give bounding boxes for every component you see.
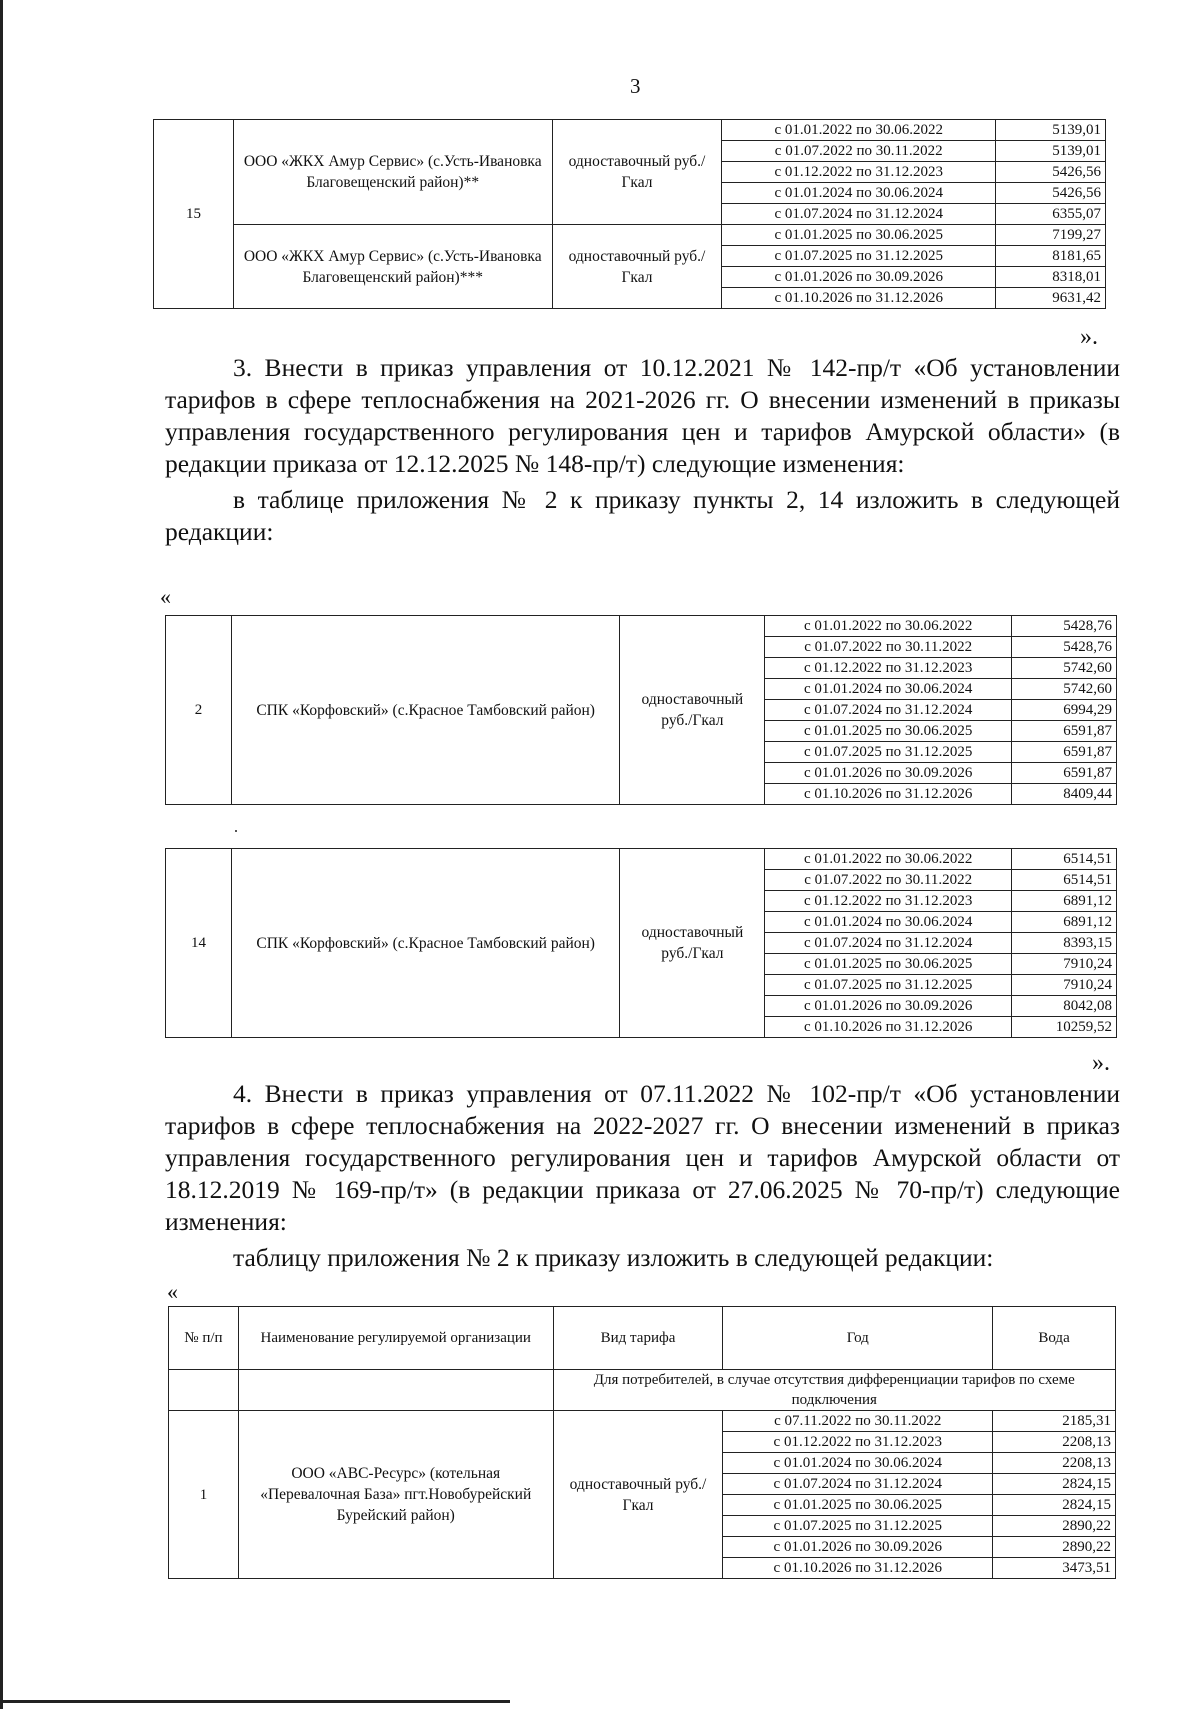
value-cell: 2185,31: [993, 1411, 1116, 1432]
value-cell: 5428,76: [1012, 616, 1117, 637]
value-cell: 6591,87: [1012, 721, 1117, 742]
tariff-table-water: [168, 1306, 1116, 1579]
organization-name: СПК «Корфовский» (с.Красное Тамбовский район): [231, 616, 620, 805]
value-cell: 5426,56: [996, 162, 1106, 183]
value-cell: 5742,60: [1012, 679, 1117, 700]
period-cell: с 01.01.2025 по 30.06.2025: [765, 954, 1012, 975]
header-water: Вода: [993, 1307, 1116, 1370]
period-cell: с 01.01.2026 по 30.09.2026: [765, 996, 1012, 1017]
period-cell: с 01.07.2024 по 31.12.2024: [765, 933, 1012, 954]
value-cell: 6514,51: [1012, 870, 1117, 891]
table-row: [166, 849, 1117, 870]
period-cell: с 01.01.2026 по 30.09.2026: [723, 1537, 993, 1558]
period-cell: с 01.01.2024 по 30.06.2024: [722, 183, 996, 204]
table-row: [154, 225, 1106, 246]
value-cell: 7910,24: [1012, 975, 1117, 996]
table-subheader-row: [169, 1370, 1116, 1411]
value-cell: 6514,51: [1012, 849, 1117, 870]
section-4-instruction: таблицу приложения № 2 к приказу изложить в следующей редакции:: [233, 1243, 994, 1272]
section-3-text: [165, 352, 1120, 548]
period-cell: с 01.01.2025 по 30.06.2025: [723, 1495, 993, 1516]
tariff-kind: одноставочный руб./Гкал: [552, 120, 722, 225]
period-cell: с 01.12.2022 по 31.12.2023: [765, 891, 1012, 912]
row-number: 1: [169, 1411, 239, 1579]
period-cell: с 01.07.2024 по 31.12.2024: [723, 1474, 993, 1495]
page-number: 3: [630, 74, 641, 98]
period-cell: с 01.01.2026 по 30.09.2026: [722, 267, 996, 288]
period-cell: с 01.01.2024 по 30.06.2024: [765, 912, 1012, 933]
value-cell: 5742,60: [1012, 658, 1117, 679]
scan-bottom-edge: [0, 1700, 510, 1703]
section-3-paragraph: 3. Внести в приказ управления от 10.12.2021 № 142-пр/т «Об установлении тарифов в сфере теплоснабжения на 2021-2026 гг. О внесении изменений в приказы управления государственного регулирования цен и тарифов Амурской области» (в редакции приказа от 12.12.2025 № 148-пр/т) следующие изменения:: [165, 353, 1120, 478]
value-cell: 5139,01: [996, 120, 1106, 141]
period-cell: с 01.07.2025 по 31.12.2025: [723, 1516, 993, 1537]
value-cell: 6891,12: [1012, 912, 1117, 933]
tariff-table-item-15: [153, 119, 1106, 309]
closing-quote-1: ».: [1080, 324, 1098, 350]
period-cell: с 01.01.2022 по 30.06.2022: [722, 120, 996, 141]
period-cell: с 01.01.2025 по 30.06.2025: [765, 721, 1012, 742]
value-cell: 2208,13: [993, 1453, 1116, 1474]
section-4-paragraph: 4. Внести в приказ управления от 07.11.2022 № 102-пр/т «Об установлении тарифов в сфере теплоснабжения на 2022-2027 гг. О внесении изменений в приказ управления государственного регулирования цен и тарифов Амурской области от 18.12.2019 № 169-пр/т» (в редакции приказа от 27.06.2025 № 70-пр/т) следующие изменения:: [165, 1079, 1120, 1236]
period-cell: с 01.07.2024 по 31.12.2024: [765, 700, 1012, 721]
value-cell: 2890,22: [993, 1516, 1116, 1537]
period-cell: с 01.10.2026 по 31.12.2026: [723, 1558, 993, 1579]
table-row: [166, 616, 1117, 637]
period-cell: с 01.01.2024 по 30.06.2024: [723, 1453, 993, 1474]
period-cell: с 01.07.2025 по 31.12.2025: [765, 975, 1012, 996]
scan-left-edge: [0, 0, 3, 1709]
table-header-row: [169, 1307, 1116, 1370]
tariff-kind: одноставочный руб./Гкал: [553, 1411, 723, 1579]
value-cell: 10259,52: [1012, 1017, 1117, 1038]
table-row: [169, 1411, 1116, 1432]
period-cell: с 01.01.2022 по 30.06.2022: [765, 849, 1012, 870]
value-cell: 5428,76: [1012, 637, 1117, 658]
value-cell: 7199,27: [996, 225, 1106, 246]
organization-name: СПК «Корфовский» (с.Красное Тамбовский район): [231, 849, 620, 1038]
value-cell: 5139,01: [996, 141, 1106, 162]
period-cell: с 01.12.2022 по 31.12.2023: [722, 162, 996, 183]
section-3-instruction: в таблице приложения № 2 к приказу пункты 2, 14 изложить в следующей редакции:: [165, 485, 1120, 546]
tariff-kind: одноставочный руб./Гкал: [620, 616, 765, 805]
organization-name: ООО «ЖКХ Амур Сервис» (с.Усть-Ивановка Благовещенский район)**: [233, 120, 552, 225]
period-cell: с 01.12.2022 по 31.12.2023: [723, 1432, 993, 1453]
row-number: 2: [166, 616, 232, 805]
section-4-text: [165, 1078, 1120, 1274]
period-cell: с 01.07.2024 по 31.12.2024: [722, 204, 996, 225]
value-cell: 6355,07: [996, 204, 1106, 225]
row-number: 15: [154, 120, 234, 309]
period-cell: с 01.01.2025 по 30.06.2025: [722, 225, 996, 246]
period-cell: с 01.01.2022 по 30.06.2022: [765, 616, 1012, 637]
period-cell: с 01.10.2026 по 31.12.2026: [765, 1017, 1012, 1038]
organization-name: ООО «АВС-Ресурс» (котельная «Перевалочная База» пгт.Новобурейский Бурейский район): [238, 1411, 553, 1579]
subheader-empty-num: [169, 1370, 239, 1411]
header-org: Наименование регулируемой организации: [238, 1307, 553, 1370]
value-cell: 2890,22: [993, 1537, 1116, 1558]
tariff-table-item-2: [165, 615, 1117, 805]
value-cell: 8393,15: [1012, 933, 1117, 954]
value-cell: 8181,65: [996, 246, 1106, 267]
period-cell: с 01.07.2025 по 31.12.2025: [765, 742, 1012, 763]
table-row: [154, 120, 1106, 141]
period-cell: с 01.10.2026 по 31.12.2026: [722, 288, 996, 309]
row-number: 14: [166, 849, 232, 1038]
period-cell: с 01.07.2022 по 30.11.2022: [765, 637, 1012, 658]
subheader-empty-org: [238, 1370, 553, 1411]
header-num: № п/п: [169, 1307, 239, 1370]
period-cell: с 01.07.2022 по 30.11.2022: [722, 141, 996, 162]
value-cell: 8409,44: [1012, 784, 1117, 805]
period-cell: с 01.07.2025 по 31.12.2025: [722, 246, 996, 267]
value-cell: 8318,01: [996, 267, 1106, 288]
value-cell: 6994,29: [1012, 700, 1117, 721]
value-cell: 3473,51: [993, 1558, 1116, 1579]
header-year: Год: [723, 1307, 993, 1370]
value-cell: 9631,42: [996, 288, 1106, 309]
value-cell: 6591,87: [1012, 742, 1117, 763]
value-cell: 2824,15: [993, 1474, 1116, 1495]
value-cell: 2208,13: [993, 1432, 1116, 1453]
value-cell: 6591,87: [1012, 763, 1117, 784]
subheader-text: Для потребителей, в случае отсутствия дифференциации тарифов по схеме подключения: [553, 1370, 1115, 1411]
period-cell: с 01.01.2026 по 30.09.2026: [765, 763, 1012, 784]
scan-speck: [235, 830, 237, 832]
opening-quote-2: «: [167, 1279, 178, 1304]
value-cell: 8042,08: [1012, 996, 1117, 1017]
period-cell: с 01.01.2024 по 30.06.2024: [765, 679, 1012, 700]
tariff-kind: одноставочный руб./Гкал: [620, 849, 765, 1038]
value-cell: 2824,15: [993, 1495, 1116, 1516]
opening-quote-1: «: [160, 584, 171, 609]
header-kind: Вид тарифа: [553, 1307, 723, 1370]
value-cell: 5426,56: [996, 183, 1106, 204]
period-cell: с 07.11.2022 по 30.11.2022: [723, 1411, 993, 1432]
period-cell: с 01.07.2022 по 30.11.2022: [765, 870, 1012, 891]
value-cell: 7910,24: [1012, 954, 1117, 975]
organization-name: ООО «ЖКХ Амур Сервис» (с.Усть-Ивановка Благовещенский район)***: [233, 225, 552, 309]
tariff-kind: одноставочный руб./Гкал: [552, 225, 722, 309]
period-cell: с 01.10.2026 по 31.12.2026: [765, 784, 1012, 805]
closing-quote-2: ».: [1092, 1050, 1110, 1076]
value-cell: 6891,12: [1012, 891, 1117, 912]
period-cell: с 01.12.2022 по 31.12.2023: [765, 658, 1012, 679]
tariff-table-item-14: [165, 848, 1117, 1038]
